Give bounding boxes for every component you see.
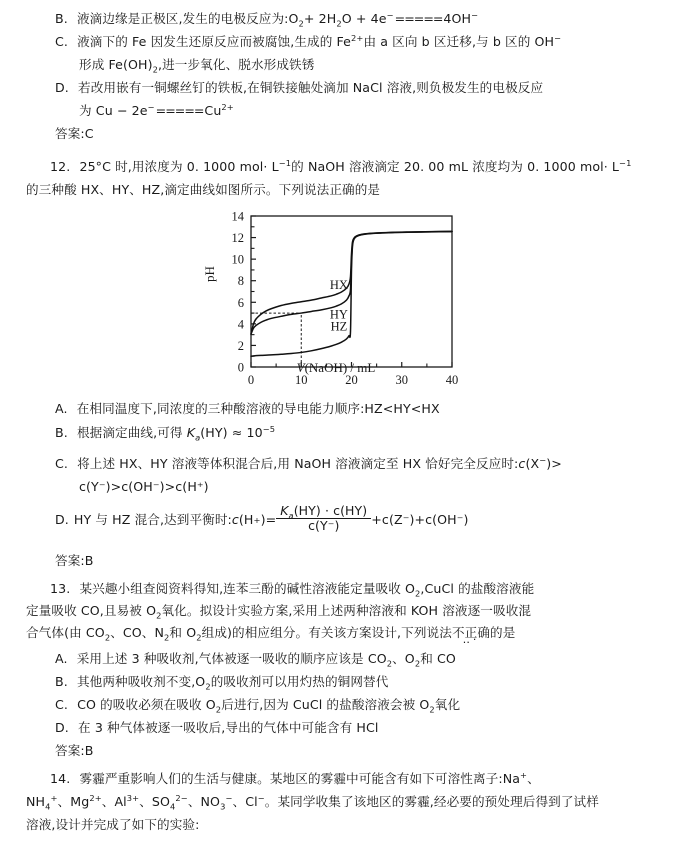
q12-option-b-text1: 根据滴定曲线,可得 bbox=[76, 425, 187, 440]
q11-option-c-text2: 由 a 区向 b 区迁移,与 b 区的 OH bbox=[363, 34, 555, 49]
chart-y-tick-label: 12 bbox=[231, 231, 244, 246]
q13-stem-text4: 氧化。拟设计实验方案,采用上述两种溶液和 KOH 溶液逐一吸收混 bbox=[161, 603, 532, 618]
q14-number: 14. bbox=[50, 771, 71, 786]
chart-series-label-hy: HY bbox=[329, 307, 348, 322]
q12-option-a-label: A. bbox=[55, 401, 68, 416]
chart-y-tick-label: 14 bbox=[231, 209, 244, 224]
q13-stem-text1: 某兴趣小组查阅资料得知,连苯三酚的碱性溶液能定量吸收 O bbox=[79, 581, 416, 596]
chart-y-axis-title: pH bbox=[202, 266, 217, 282]
chart-series-hz bbox=[251, 232, 452, 357]
q12-molL-sup-2: −1 bbox=[619, 157, 632, 168]
q12-frac-ka-sub: a bbox=[288, 510, 294, 521]
chart-x-axis-title-v: V bbox=[296, 360, 305, 375]
chart-y-tick-label: 10 bbox=[231, 252, 244, 267]
q11-option-c-label: C. bbox=[55, 34, 68, 49]
chart-x-tick-label: 20 bbox=[345, 373, 358, 387]
q11-option-d-label: D. bbox=[55, 80, 69, 95]
q14-stem-text1: 雾霾严重影响人们的生活与健康。某地区的雾霾中可能含有如下可溶性离子:Na bbox=[79, 771, 521, 786]
chart-x-tick-label: 10 bbox=[295, 373, 308, 387]
q14-stem-line3: 溶液,设计并完成了如下的实验: bbox=[26, 817, 200, 832]
q11-fe2-sup: 2+ bbox=[351, 32, 364, 43]
q12-fraction-denominator: c(Y⁻) bbox=[308, 518, 340, 534]
q14-cl-sup: − bbox=[257, 792, 265, 803]
q11-option-b-label: B. bbox=[55, 11, 68, 26]
q12-x-minus-sup: − bbox=[539, 454, 547, 465]
q14-stem-line2 bbox=[26, 793, 599, 810]
q12-molL-sup-1: −1 bbox=[278, 157, 292, 168]
q12-stem-text2: 的 NaOH 溶液滴定 20. 00 mL 浓度均为 0. 1000 mol· L bbox=[291, 159, 620, 174]
chart-x-axis-title-rest: (NaOH) / mL bbox=[304, 360, 376, 375]
q13-number: 13. bbox=[50, 581, 71, 596]
q11-option-b-text1: 液滴边缘是正极区,发生的电极反应为:O bbox=[76, 11, 299, 26]
q14-stem-line1 bbox=[26, 770, 540, 787]
q12-option-a-text: 在相同温度下,同浓度的三种酸溶液的导电能力顺序:HZ<HY<HX bbox=[76, 401, 440, 416]
q11-cu2-sup: 2+ bbox=[221, 101, 234, 112]
q13-option-c-text1: CO 的吸收必须在吸收 O bbox=[77, 697, 216, 712]
q11-option-b bbox=[55, 10, 478, 27]
q13-stem-text3: 定量吸收 CO,且易被 O bbox=[26, 603, 157, 618]
chart-y-tick-label: 0 bbox=[237, 360, 244, 375]
q13-o2-sub: 2 bbox=[415, 588, 421, 599]
q11-e-sup: − bbox=[386, 9, 394, 20]
q12-option-c-label: C. bbox=[55, 456, 68, 471]
q12-c-symbol: c bbox=[518, 456, 526, 471]
q13-emphasis-buzhengque: 不正确 ‥‧ bbox=[452, 624, 490, 641]
q13-option-c bbox=[55, 696, 460, 713]
q12-option-b bbox=[55, 424, 275, 441]
q14-stem-text4: 、Al bbox=[101, 794, 127, 809]
chart-x-tick-label: 30 bbox=[395, 373, 408, 387]
chart-y-tick-label: 2 bbox=[237, 338, 244, 353]
q12-answer: 答案:B bbox=[55, 553, 94, 568]
q11-option-c-line2 bbox=[79, 56, 314, 73]
q12-fraction-numerator bbox=[276, 504, 371, 519]
q12-stem-line2: 的三种酸 HX、HY、HZ,滴定曲线如图所示。下列说法正确的是 bbox=[26, 182, 381, 197]
q14-stem-text5: 、SO bbox=[139, 794, 171, 809]
q14-nh4-sup: + bbox=[50, 792, 58, 803]
q12-option-c-line1 bbox=[55, 455, 562, 472]
chart-series-label-hx: HX bbox=[329, 278, 348, 293]
q13-option-d-label: D. bbox=[55, 720, 69, 735]
chart-y-tick-label: 4 bbox=[237, 317, 244, 332]
q12-ka-symbol: K bbox=[186, 425, 196, 440]
q12-option-b-text2: (HY) ≈ 10 bbox=[200, 425, 263, 440]
q13-option-d-text: 在 3 种气体被逐一吸收后,导出的气体中可能含有 HCl bbox=[78, 720, 379, 735]
q13-co2-sub: 2 bbox=[104, 632, 111, 643]
q11-option-c-text3: 形成 Fe(OH) bbox=[79, 57, 153, 72]
q12-option-c-text3: )> bbox=[546, 456, 562, 471]
q13-stem-line1 bbox=[26, 580, 534, 597]
q11-option-d-line2 bbox=[79, 102, 234, 119]
q12-option-d-fraction bbox=[276, 504, 371, 534]
q13-stem-text7: 和 O bbox=[169, 625, 197, 640]
q13-o2-sub-c1: 2 bbox=[215, 704, 222, 715]
q14-nh4: NH bbox=[26, 794, 46, 809]
q13-stem-text8: 组成)的相应组分。有关该方案设计,下列说法 bbox=[201, 625, 452, 640]
q11-option-b-text2: + 2H bbox=[303, 11, 337, 26]
q12-option-d-text3: )= bbox=[260, 512, 277, 528]
q11-oh-sup-2: − bbox=[554, 32, 562, 43]
q12-option-c-text1: 将上述 HX、HY 溶液等体积混合后,用 NaOH 溶液滴定至 HX 恰好完全反应时: bbox=[77, 456, 519, 471]
q13-option-a-label: A. bbox=[55, 651, 68, 666]
q14-no3-sup: − bbox=[225, 792, 233, 803]
chart-x-tick-label: 0 bbox=[247, 373, 255, 387]
q11-oh-sup: − bbox=[471, 9, 479, 20]
q13-option-b bbox=[55, 673, 388, 690]
chart-y-tick-label: 8 bbox=[237, 274, 244, 289]
q12-option-c-line2: c(Y⁻)>c(OH⁻)>c(H⁺) bbox=[79, 479, 209, 494]
q13-option-d bbox=[55, 719, 378, 736]
q13-stem-text9: 的是 bbox=[490, 625, 516, 640]
q13-o2-sub-2: 2 bbox=[156, 610, 162, 621]
q11-e-sup-2: − bbox=[147, 101, 155, 112]
chart-x-axis-title bbox=[196, 360, 476, 376]
q11-option-d-text2: 为 Cu − 2e bbox=[79, 103, 148, 118]
q11-option-d-text3: Cu bbox=[204, 103, 222, 118]
q11-option-c-text4: ,进一步氧化、脱水形成铁锈 bbox=[158, 57, 315, 72]
q12-option-d-label: D. bbox=[55, 512, 69, 528]
q13-stem-line2 bbox=[26, 602, 531, 619]
titration-curve-chart bbox=[196, 208, 476, 393]
q13-option-c-text3: 氧化 bbox=[434, 697, 461, 712]
q11-eq-sign-2: ===== bbox=[155, 103, 204, 118]
q12-d-c-symbol: c bbox=[231, 512, 239, 528]
chart-x-tick-label: 40 bbox=[445, 373, 459, 387]
chart-y-tick-label: 6 bbox=[237, 295, 244, 310]
q13-answer: 答案:B bbox=[55, 743, 94, 758]
q12-option-d-text1: HY 与 HZ 混合,达到平衡时: bbox=[73, 512, 232, 528]
q14-stem-text7: 、Cl bbox=[232, 794, 258, 809]
q12-frac-ka: K bbox=[280, 503, 289, 518]
q12-option-b-label: B. bbox=[55, 425, 68, 440]
q11-option-b-text4: 4OH bbox=[443, 11, 472, 26]
q11-eq-sign: ===== bbox=[394, 11, 443, 26]
q14-stem-text3: 、Mg bbox=[57, 794, 90, 809]
q13-stem-text6: 、CO、N bbox=[110, 625, 165, 640]
q13-option-b-label: B. bbox=[55, 674, 68, 689]
q13-option-a-text1: 采用上述 3 种吸收剂,气体被逐一吸收的顺序应该是 CO bbox=[76, 651, 387, 666]
q12-frac-num-rest: (HY) · c(HY) bbox=[293, 503, 368, 518]
q12-stem-text1: 25°C 时,用浓度为 0. 1000 mol· L bbox=[79, 159, 279, 174]
q11-option-c-line1 bbox=[55, 33, 561, 50]
q11-feoh2-sub: 2 bbox=[152, 64, 158, 75]
q13-stem-line3 bbox=[26, 624, 515, 641]
q12-option-d-tail: +c(Z⁻)+c(OH⁻) bbox=[371, 512, 469, 528]
q13-option-c-label: C. bbox=[55, 697, 68, 712]
q12-exp-sup: −5 bbox=[262, 423, 276, 434]
q13-o2-sub-b: 2 bbox=[205, 681, 211, 692]
q13-option-c-text2: 后进行,因为 CuCl 的盐酸溶液会被 O bbox=[221, 697, 430, 712]
q14-stem-text6: 、NO bbox=[187, 794, 221, 809]
q12-option-c-text2: (X bbox=[525, 456, 540, 471]
chart-series-label-hz: HZ bbox=[330, 319, 348, 334]
q13-option-a-text2: 、O bbox=[392, 651, 415, 666]
q12-option-d-text2: (H bbox=[238, 512, 254, 528]
q14-stem-text8: 。某同学收集了该地区的雾霾,经必要的预处理后得到了试样 bbox=[264, 794, 599, 809]
q12-stem-line1 bbox=[26, 158, 631, 175]
q14-na-plus-sup: + bbox=[520, 769, 528, 780]
q14-no3-sub: 3 bbox=[220, 801, 226, 812]
q11-h2o-sub: 2 bbox=[336, 18, 342, 29]
q13-o2-sub-a: 2 bbox=[414, 658, 421, 669]
q14-so4-sub: 4 bbox=[170, 801, 176, 812]
q12-ka-sub: a bbox=[195, 432, 201, 443]
q13-option-a bbox=[55, 650, 456, 667]
q11-option-d-text1: 若改用嵌有一铜螺丝钉的铁板,在铜铁接触处滴加 NaCl 溶液,则负极发生的电极反应 bbox=[78, 80, 544, 95]
q13-o2-sub-c2: 2 bbox=[429, 704, 435, 715]
q14-mg-sup: 2+ bbox=[89, 792, 102, 803]
q13-option-b-text1: 其他两种吸收剂不变,O bbox=[76, 674, 206, 689]
q13-o2-sub-3: 2 bbox=[196, 632, 202, 643]
q13-n2-sub: 2 bbox=[164, 632, 170, 643]
q13-stem-text5: 合气体(由 CO bbox=[26, 625, 105, 640]
q13-option-a-text3: 和 CO bbox=[420, 651, 456, 666]
q14-stem-text2: 、 bbox=[527, 771, 540, 786]
q12-option-d: D. HY 与 HZ 混合,达到平衡时: c (H + )= $\frac{K_a(HY) \cdot c(HY)}{c(Y^-)}$ +c(Z⁻)+c(OH⁻) bbox=[55, 503, 469, 534]
q14-nh4-sub: 4 bbox=[45, 801, 51, 812]
q11-option-d-line1 bbox=[55, 79, 543, 96]
q13-stem-text2: ,CuCl 的盐酸溶液能 bbox=[420, 581, 535, 596]
q11-o2-sub: 2 bbox=[298, 18, 304, 29]
q14-al-sup: 3+ bbox=[126, 792, 140, 803]
q14-so4-sup: 2− bbox=[175, 792, 188, 803]
q12-number: 12. bbox=[50, 159, 71, 174]
q11-option-b-text3: O + 4e bbox=[341, 11, 387, 26]
q11-answer: 答案:C bbox=[55, 126, 94, 141]
q13-option-b-text2: 的吸收剂可以用灼热的铜网替代 bbox=[210, 674, 389, 689]
q13-co2-sub-a: 2 bbox=[386, 658, 393, 669]
q11-option-c-text1: 液滴下的 Fe 因发生还原反应而被腐蚀,生成的 Fe bbox=[77, 34, 352, 49]
q12-option-a bbox=[55, 400, 440, 417]
